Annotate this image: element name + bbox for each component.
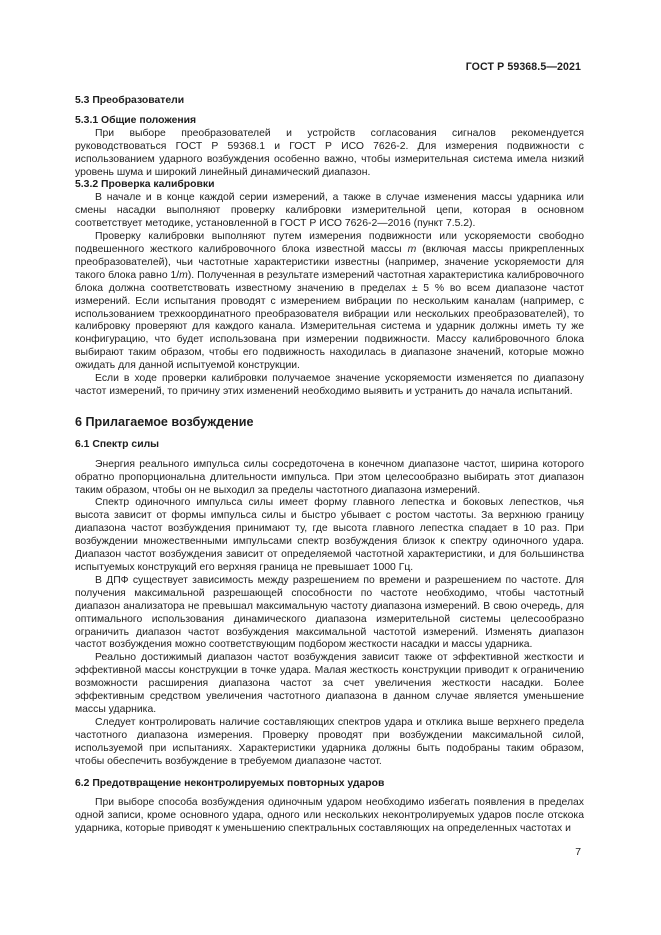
section-6-1-heading: 6.1 Спектр силы xyxy=(75,438,160,450)
section-6-2-heading: 6.2 Предотвращение неконтролируемых повторных ударов xyxy=(75,777,385,789)
paragraph-6-2-1: При выборе способа возбуждения одиночным ударом необходимо избегать появления в пределах одной записи, кроме основного удара, одного или нескольких неконтролируемых ударов после отскока ударника, которые приводят к уменьшению спектральных составляющих на определенных частотах и xyxy=(75,797,584,835)
paragraph-6-1-5: Следует контролировать наличие составляющих спектров удара и отклика выше верхнего предела частотного диапазона измерения. Проверку проводят при возбуждении максимальной силой, используемой при испытаниях. Характеристики ударника должны быть подобраны таким образом, чтобы обеспечить возбуждение в требуемом диапазоне частот. xyxy=(75,716,584,767)
text-run: Проверку калибровки выполняют путем измерения подвижности или ускоряемости свободно подвешенного жесткого калибровочного блока известной массы xyxy=(75,231,584,255)
document-body xyxy=(75,95,584,836)
paragraph-6-1-2: Спектр одиночного импульса силы имеет форму главного лепестка и боковых лепестков, чья высота зависит от формы импульса силы и быстро убывает с ростом частоты. За верхнюю границу диапазона частот возбуждения принимают ту, где высота главного лепестка спадает в 10 раз. При возбуждении множественными импульсами спектр возбуждения близок к спектру одиночного удара. Диапазон частот возбуждения зависит от определяемой частотной характеристики, и для большинства испытуемых конструкций его верхняя граница не превышает 1000 Гц. xyxy=(75,497,584,573)
text-run: (включая массы прикрепленных преобразователей), чьи частотные характеристики известны (например, значение ускоряемости для такого блока равно 1/ xyxy=(75,243,585,281)
paragraph-6-1-3: В ДПФ существует зависимость между разрешением по времени и разрешением по частоте. Для получения максимальной разрешающей способности по частоте необходимо, чтобы частотный диапазон анализатора не превышал максимальную частоту диапазона измерений. В свою очередь, для оптимального использования динамического диапазона измерительной системы целесообразно ограничить диапазон частот возбуждения максимальной частотой измерений. Изменять диапазон частот возбуждения можно соответствующим подбором жесткости насадки и массы ударника. xyxy=(75,574,584,651)
document-id-header: ГОСТ Р 59368.5—2021 xyxy=(465,61,581,73)
text-run: ). Полученная в результате измерений частотная характеристика калибровочного блока должна соответствовать известному значению в пределах ± 5 % во всем диапазоне частот измерений. Если испытания проводят с измерением вибрации по нескольким каналам (например, с использованием трехкоординатного преобразователя вибрации или нескольких преобразователей), то калибровку проверяют для каждого канала. Измерительная система и ударник должны иметь ту же конфигурацию, что будет использована при измерении подвижности. Массу калибровочного блока выбирают таким образом, чтобы его подвижность находилась в диапазоне значений, которые можно ожидать для данной испытуемой конструкции. xyxy=(75,269,584,372)
section-5-3-heading: 5.3 Преобразователи xyxy=(75,95,185,106)
paragraph-5-3-2-2 xyxy=(75,231,584,373)
section-5-3-2-heading: 5.3.2 Проверка калибровки xyxy=(75,179,215,191)
paragraph-6-1-1: Энергия реального импульса силы сосредоточена в конечном диапазоне частот, ширина которого обратно пропорциональна длительности импульса. При этом целесообразно выбирать этот диапазон таким образом, чтобы он не выходил за пределы частотного диапазона измерений. xyxy=(75,458,584,496)
paragraph-5-3-2-3: Если в ходе проверки калибровки получаемое значение ускоряемости изменяется по диапазону частот измерений, то причину этих изменений необходимо выявить и устранить до начала испытаний. xyxy=(75,373,584,397)
page-number: 7 xyxy=(575,847,581,858)
mass-symbol: m xyxy=(407,243,417,255)
section-6-heading: 6 Прилагаемое возбуждение xyxy=(75,414,254,429)
paragraph-5-3-1-1: При выборе преобразователей и устройств согласования сигналов рекомендуется руководствоваться ГОСТ Р 59368.1 и ГОСТ Р ИСО 7626-2. Для измерения подвижности с использованием ударного возбуждения особенно важно, чтобы измерительная система имела низкий уровень шума и широкий линейный динамический диапазон. xyxy=(75,127,584,178)
paragraph-6-1-4: Реально достижимый диапазон частот возбуждения зависит также от эффективной жесткости и эффективной массы конструкции в точке удара. Малая жесткость конструкции приводит к ограничению возможности расширения диапазона частот за счет увеличения жесткости насадки. Более эффективным средством увеличения частотного диапазона в данном случае является уменьшение массы ударника. xyxy=(75,652,584,715)
mass-symbol: m xyxy=(179,269,188,281)
section-5-3-1-heading: 5.3.1 Общие положения xyxy=(75,114,197,126)
paragraph-5-3-2-1: В начале и в конце каждой серии измерений, а также в случае изменения массы ударника или смены насадки выполняют проверку калибровки измерительной цепи, которая в основном соответствует методике, установленной в ГОСТ Р ИСО 7626-2—2016 (пункт 7.5.2). xyxy=(75,192,584,230)
